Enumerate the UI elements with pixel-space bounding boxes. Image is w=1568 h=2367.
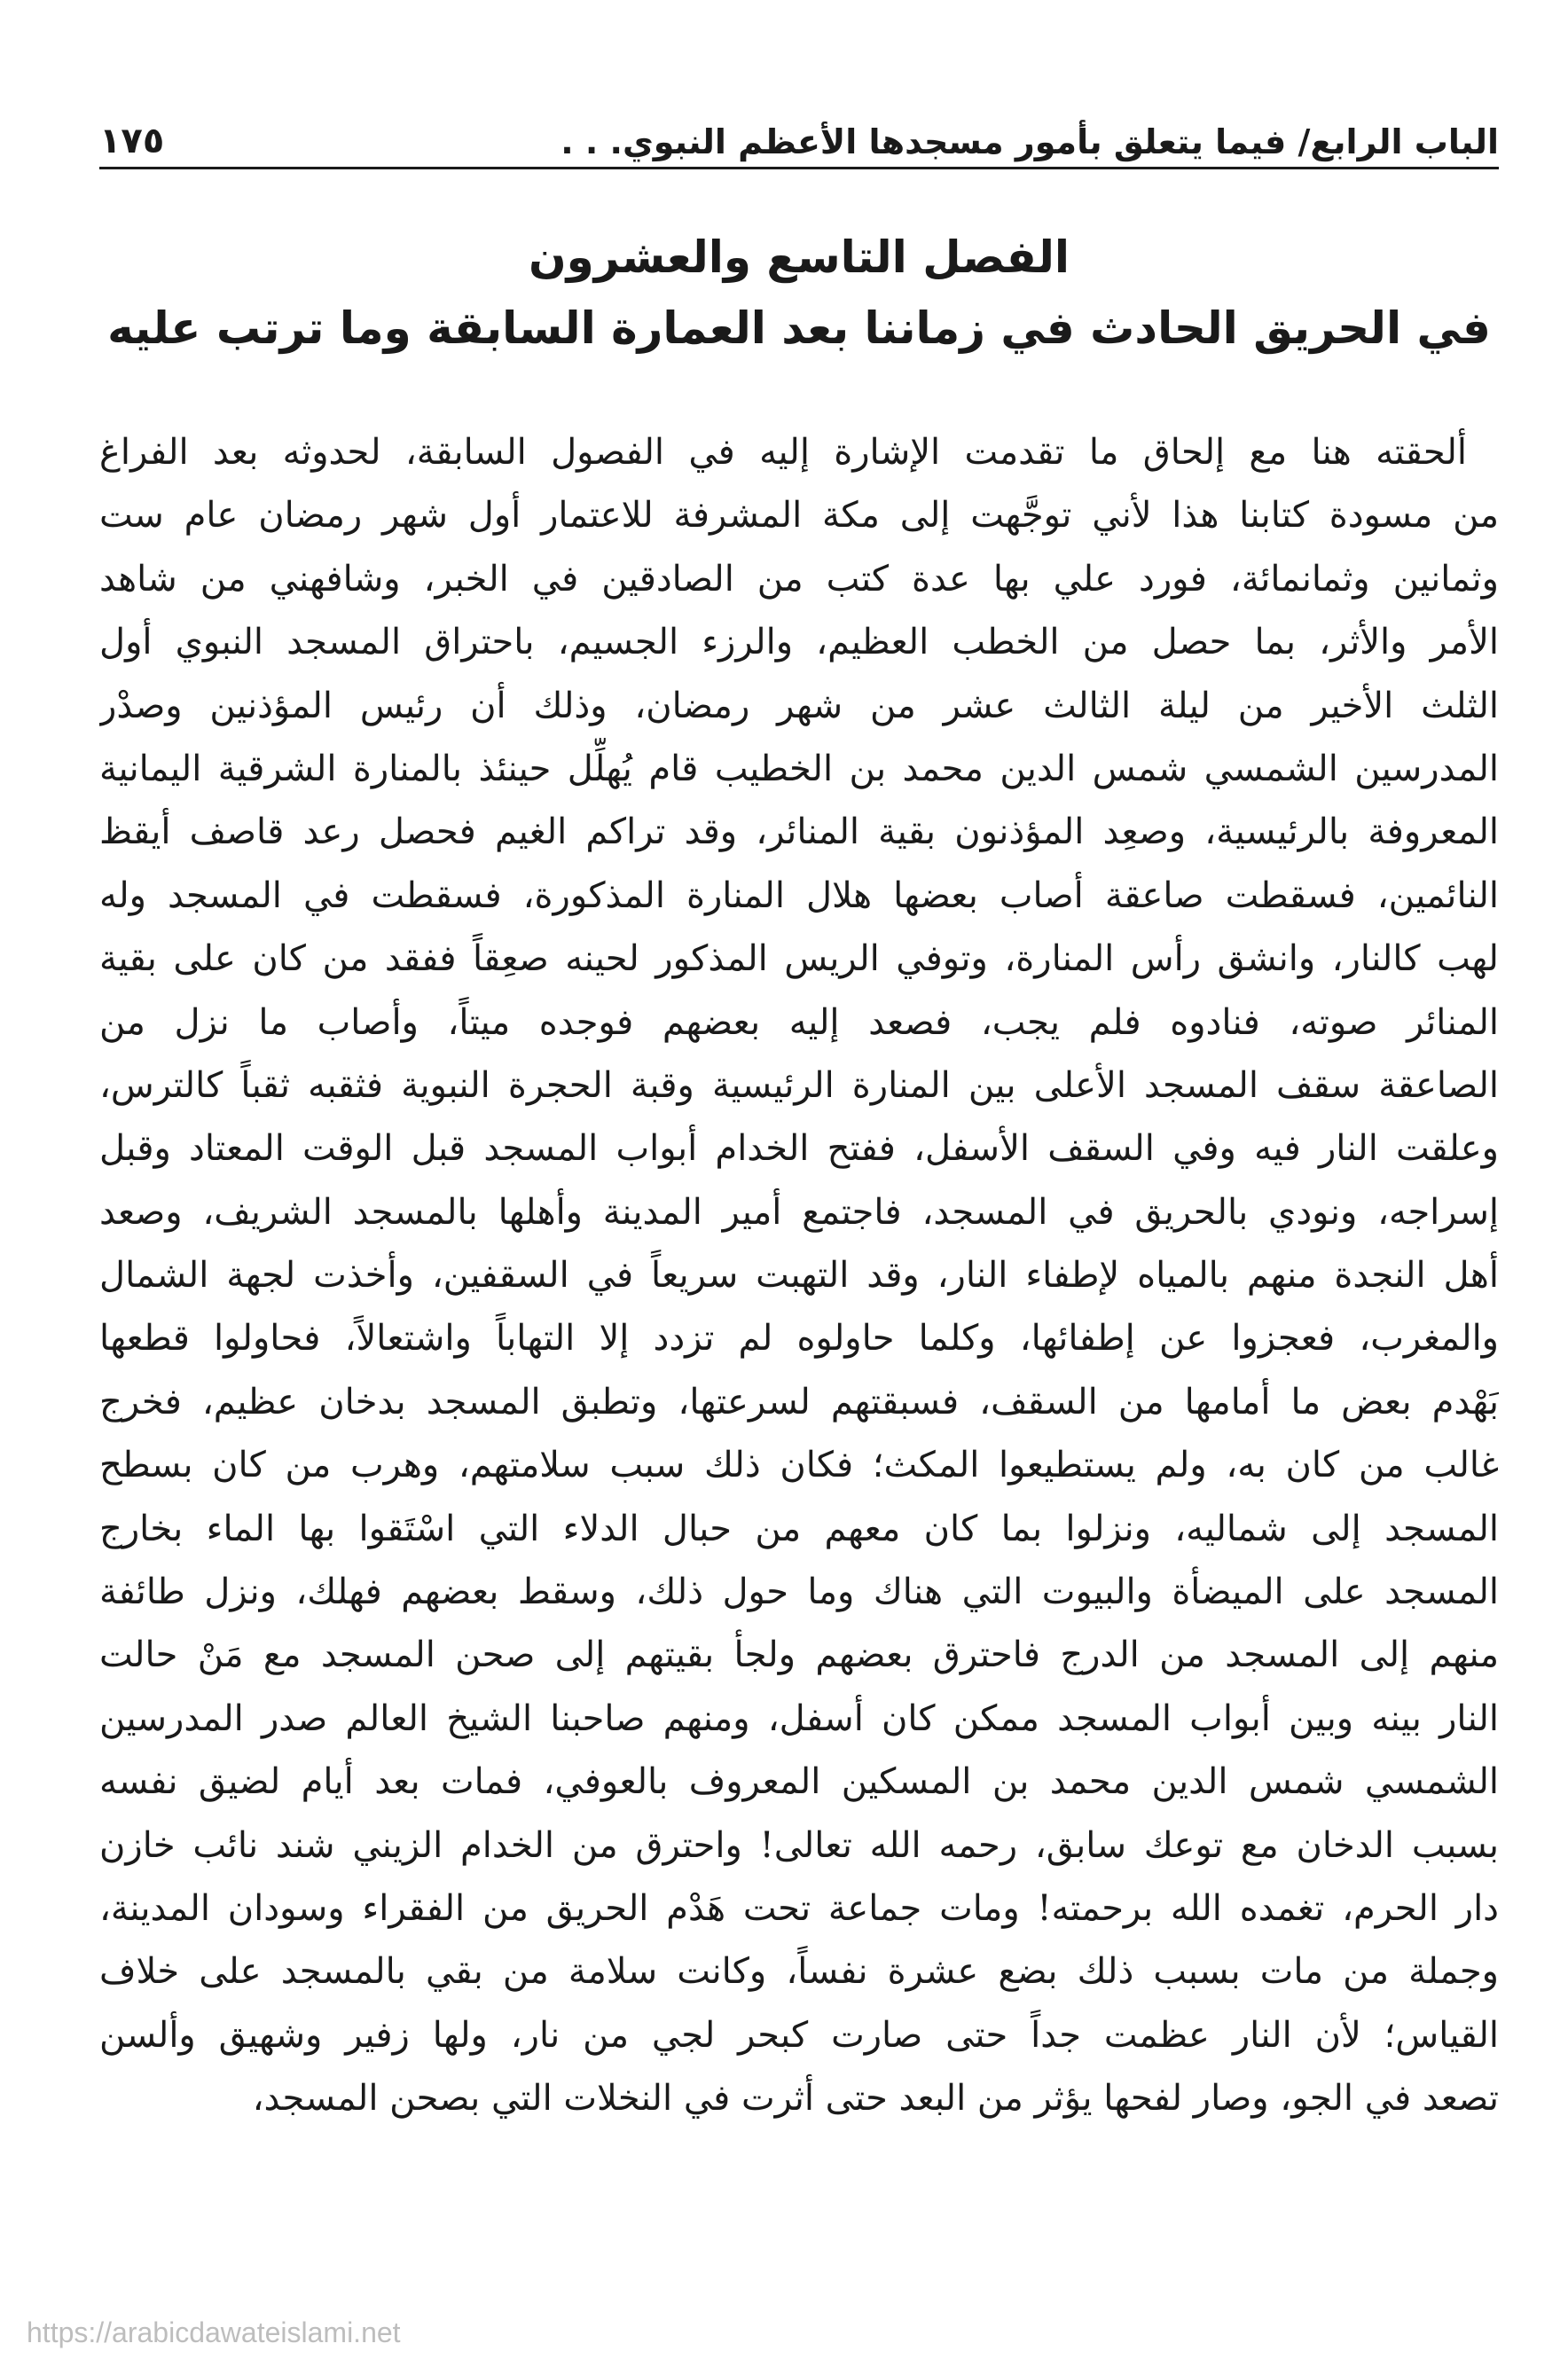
body-line: منهم إلى المسجد من الدرج فاحترق بعضهم ولجأ بقيتهم إلى صحن المسجد مع مَنْ حالت [99,1634,1499,1676]
running-header [99,99,1499,169]
body-line: المدرسين الشمسي شمس الدين محمد بن الخطيب قام يُهلِّل حينئذ بالمنارة الشرقية اليمانية [99,748,1499,789]
body-line: غالب من كان به، ولم يستطيعوا المكث؛ فكان ذلك سبب سلامتهم، وهرب من كان بسطح [99,1445,1499,1486]
body-line: النائمين، فسقطت صاعقة أصاب بعضها هلال المنارة المذكورة، فسقطت في المسجد وله [99,874,1499,916]
body-line: وجملة من مات بسبب ذلك بضع عشرة نفساً، وكانت سلامة من بقي بالمسجد على خلاف [99,1951,1499,1993]
body-line: أهل النجدة منهم بالمياه لإطفاء النار، وقد التهبت سريعاً في السقفين، وأخذت لجهة الشمال [99,1255,1499,1297]
body-line: النار بينه وبين أبواب المسجد ممكن كان أسفل، ومنهم صاحبنا الشيخ العالم صدر المدرسين [99,1697,1499,1739]
body-line: الأمر والأثر، بما حصل من الخطب العظيم، والرزء الجسيم، باحتراق المسجد النبوي أول [99,622,1499,663]
body-line: القياس؛ لأن النار عظمت جداً حتى صارت كبحر لجي من نار، ولها زفير وشهيق وألسن [99,2014,1499,2056]
body-line: بسبب الدخان مع توعك سابق، رحمه الله تعالى! واحترق من الخدام الزيني شند نائب خازن [99,1824,1499,1866]
body-line: وعلقت النار فيه وفي السقف الأسفل، ففتح الخدام أبواب المسجد قبل الوقت المعتاد وقبل [99,1128,1499,1170]
body-line: إسراجه، ونودي بالحريق في المسجد، فاجتمع أمير المدينة وأهلها بالمسجد الشريف، وصعد [99,1191,1499,1233]
body-line: المسجد على الميضأة والبيوت التي هناك وما حول ذلك، وسقط بعضهم فهلك، ونزل طائفة [99,1571,1499,1613]
body-line: الشمسي شمس الدين محمد بن المسكين المعروف بالعوفي، فمات بعد أيام لضيق نفسه [99,1761,1499,1803]
body-line: الصاعقة سقف المسجد الأعلى بين المنارة الرئيسية وقبة الحجرة النبوية فثقبه ثقباً كالترس، [99,1064,1499,1106]
body-line: لهب كالنار، وانشق رأس المنارة، وتوفي الريس المذكور لحينه صعِقاً ففقد من كان على بقية [99,938,1499,980]
page-number: ١٧٥ [99,121,165,161]
body-line: وثمانين وثمانمائة، فورد علي بها عدة كتب من الصادقين في الخبر، وشافهني من شاهد [99,558,1499,600]
body-line: المعروفة بالرئيسية، وصعِد المؤذنون بقية المنائر، وقد تراكم الغيم فحصل رعد قاصف أيقظ [99,811,1499,853]
body-line: والمغرب، فعجزوا عن إطفائها، وكلما حاولوه لم تزدد إلا التهاباً واشتعالاً، فحاولوا قطعها [99,1318,1499,1360]
running-title: الباب الرابع/ فيما يتعلق بأمور مسجدها الأعظم النبوي. . . [561,122,1499,161]
chapter-title: الفصل التاسع والعشرون [529,231,1070,283]
body-line: دار الحرم، تغمده الله برحمته! ومات جماعة تحت هَدْم الحريق من الفقراء وسودان المدينة، [99,1887,1499,1929]
body-line: المسجد إلى شماليه، ونزلوا بما كان معهم من حبال الدلاء التي اسْتَقوا بها الماء بخارج [99,1508,1499,1549]
body-text [99,421,1499,2131]
chapter-heading [99,222,1499,364]
body-line: ألحقته هنا مع إلحاق ما تقدمت الإشارة إليه في الفصول السابقة، لحدوثه بعد الفراغ [99,432,1467,473]
body-line: الثلث الأخير من ليلة الثالث عشر من شهر رمضان، وذلك أن رئيس المؤذنين وصدْر [99,685,1499,726]
watermark-url: https://arabicdawateislami.net [27,2316,401,2348]
body-line: المنائر صوته، فنادوه فلم يجب، فصعد إليه بعضهم فوجده ميتاً، وأصاب ما نزل من [99,1001,1499,1043]
body-line: بَهْدم بعض ما أمامها من السقف، فسبقتهم لسرعتها، وتطبق المسجد بدخان عظيم، فخرج [99,1381,1499,1423]
body-line: من مسودة كتابنا هذا لأني توجَّهت إلى مكة المشرفة للاعتمار أول شهر رمضان عام ست [99,495,1499,537]
chapter-subtitle: في الحريق الحادث في زماننا بعد العمارة السابقة وما ترتب عليه [107,302,1491,354]
body-line: تصعد في الجو، وصار لفحها يؤثر من البعد حتى أثرت في النخلات التي بصحن المسجد، [252,2078,1499,2120]
